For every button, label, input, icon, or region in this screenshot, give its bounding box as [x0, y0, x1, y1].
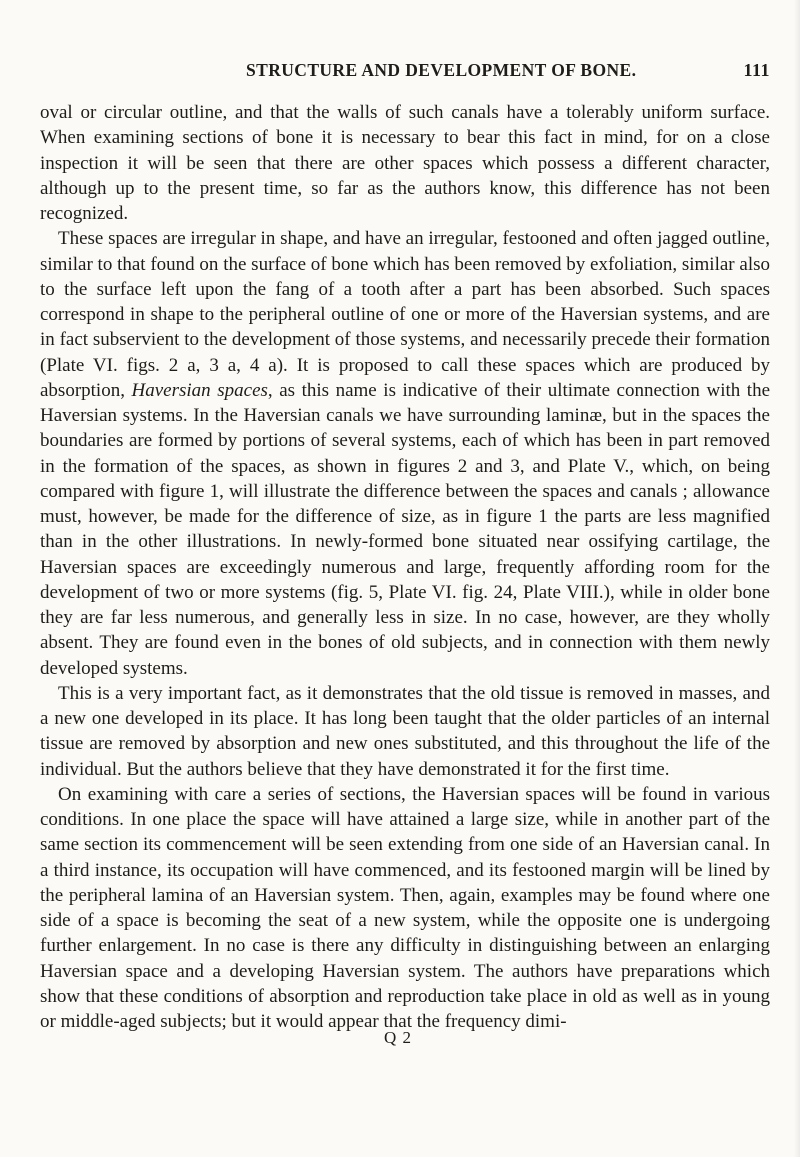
paragraph-2-part-2: , as this name is indicative of their ultimate connection with the Haversian systems. In the Haversian canals we have surrounding laminæ, but in the spaces the boundaries are formed by portions of several systems, each of which has been in part removed in the formation of the spaces, as shown in figures 2 and 3, and Plate V., which, on being compared with figure 1, will illustrate the difference between the spaces and canals ; allowance must, however, be made for the difference of size, as in figure 1 the parts are less magnified than in the other illustrations. In newly-formed bone situated near ossifying cartilage, the Haversian spaces are exceedingly numerous and large, frequently affording room for the development of two or more systems (fig. 5, Plate VI. fig. 24, Plate VIII.), while in older bone they are far less numerous, and generally less in size. In no case, however, are they wholly absent. They are found even in the bones of old subjects, and in connection with them newly developed systems. [40, 379, 771, 679]
running-head [40, 60, 770, 88]
paragraph-1: oval or circular outline, and that the walls of such canals have a tolerably uniform surface. When examining sections of bone it is necessary to bear this fact in mind, for on a close inspection it will be seen that there are other spaces which possess a different character, although up to the present time, so far as the authors know, this difference has not been recognized. [40, 102, 770, 224]
paragraph-2 [40, 226, 770, 681]
paragraph-3: This is a very important fact, as it demonstrates that the old tissue is removed in masses, and a new one developed in its place. It has long been taught that the older particles of an internal tissue are removed by absorption and new ones substituted, and this throughout the life of the individual. But the authors believe that they have demonstrated it for the first time. [40, 682, 770, 780]
haversian-spaces-term: Haversian spaces [131, 379, 268, 401]
body-text [40, 100, 770, 1034]
running-title: STRUCTURE AND DEVELOPMENT OF BONE. [246, 60, 637, 80]
signature-mark: Q 2 [384, 1028, 413, 1047]
paragraph-2-part-1: These spaces are irregular in shape, and have an irregular, festooned and often jagged outline, similar to that found on the surface of bone which has been removed by exfoliation, similar also to the surface left upon the fang of a tooth after a part has been absorbed. Such spaces correspond in shape to the peripheral outline of one or more of the Haversian systems, and are in fact subservient to the development of those systems, and necessarily precede their formation (Plate VI. figs. 2 a, 3 a, 4 a). It is proposed to call these spaces which are produced by absorption, [40, 228, 770, 401]
page-edge-shadow [794, 0, 800, 1157]
paragraph-4: On examining with care a series of sections, the Haversian spaces will be found in various conditions. In one place the space will have attained a large size, while in another part of the same section its commencement will be seen extending from one side of an Haversian canal. In a third instance, its occupation will have commenced, and its festooned margin will be lined by the peripheral lamina of an Haversian system. Then, again, examples may be found where one side of a space is becoming the seat of a new system, while the opposite one is undergoing further enlargement. In no case is there any difficulty in distinguishing between an enlarging Haversian space and a developing Haversian system. The authors have preparations which show that these conditions of absorption and reproduction take place in old as well as in young or middle-aged subjects; but it would appear that the frequency dimi- [40, 783, 770, 1032]
page-number: 111 [743, 60, 770, 80]
